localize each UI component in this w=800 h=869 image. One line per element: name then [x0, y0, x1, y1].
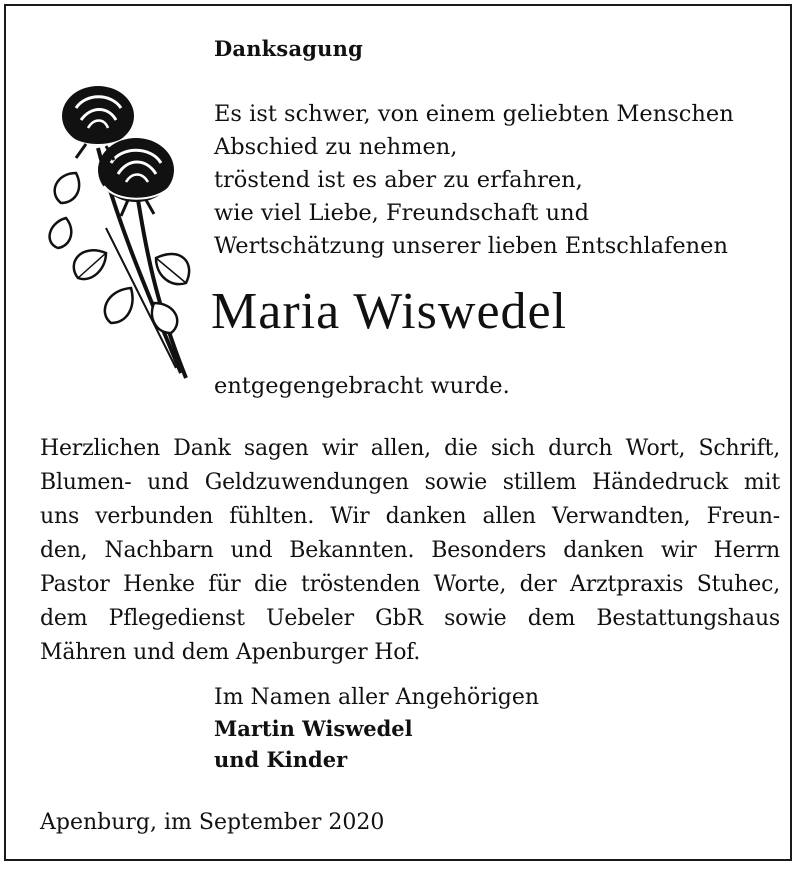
heading: Danksagung [214, 36, 363, 61]
body-line: Pastor Henke für die tröstenden Worte, der Arztpraxis Stuhec, [40, 572, 780, 597]
poem-line: Es ist schwer, von einem geliebten Menschen [214, 101, 734, 127]
signer-family: und Kinder [214, 747, 348, 772]
body-line: uns verbunden fühlten. Wir danken allen Verwandten, Freun- [40, 504, 780, 529]
thanks-body [40, 432, 780, 670]
poem-line: tröstend ist es aber zu erfahren, [214, 167, 583, 193]
after-name-text: entgegengebracht wurde. [214, 373, 510, 399]
poem-line: Abschied zu nehmen, [214, 134, 458, 160]
body-line: den, Nachbarn und Bekannten. Besonders danken wir Herrn [40, 538, 780, 563]
closing-intro: Im Namen aller Angehörigen [214, 685, 540, 710]
body-line: Mähren und dem Apenburger Hof. [40, 640, 421, 665]
body-line: Blumen- und Geldzuwendungen sowie stillem Händedruck mit [40, 470, 780, 495]
body-line: Herzlichen Dank sagen wir allen, die sich durch Wort, Schrift, [40, 436, 780, 461]
notice-frame [4, 4, 792, 861]
body-line: dem Pflegedienst Uebeler GbR sowie dem Bestattungshaus [40, 606, 780, 631]
signer-name: Martin Wiswedel [214, 716, 413, 741]
poem [214, 98, 774, 263]
poem-line: Wertschätzung unserer lieben Entschlafenen [214, 233, 728, 259]
deceased-name: Maria Wiswedel [211, 283, 568, 340]
poem-line: wie viel Liebe, Freundschaft und [214, 200, 589, 226]
place-date: Apenburg, im September 2020 [40, 810, 385, 835]
rose-illustration-icon [36, 78, 206, 383]
closing-block [214, 682, 539, 775]
